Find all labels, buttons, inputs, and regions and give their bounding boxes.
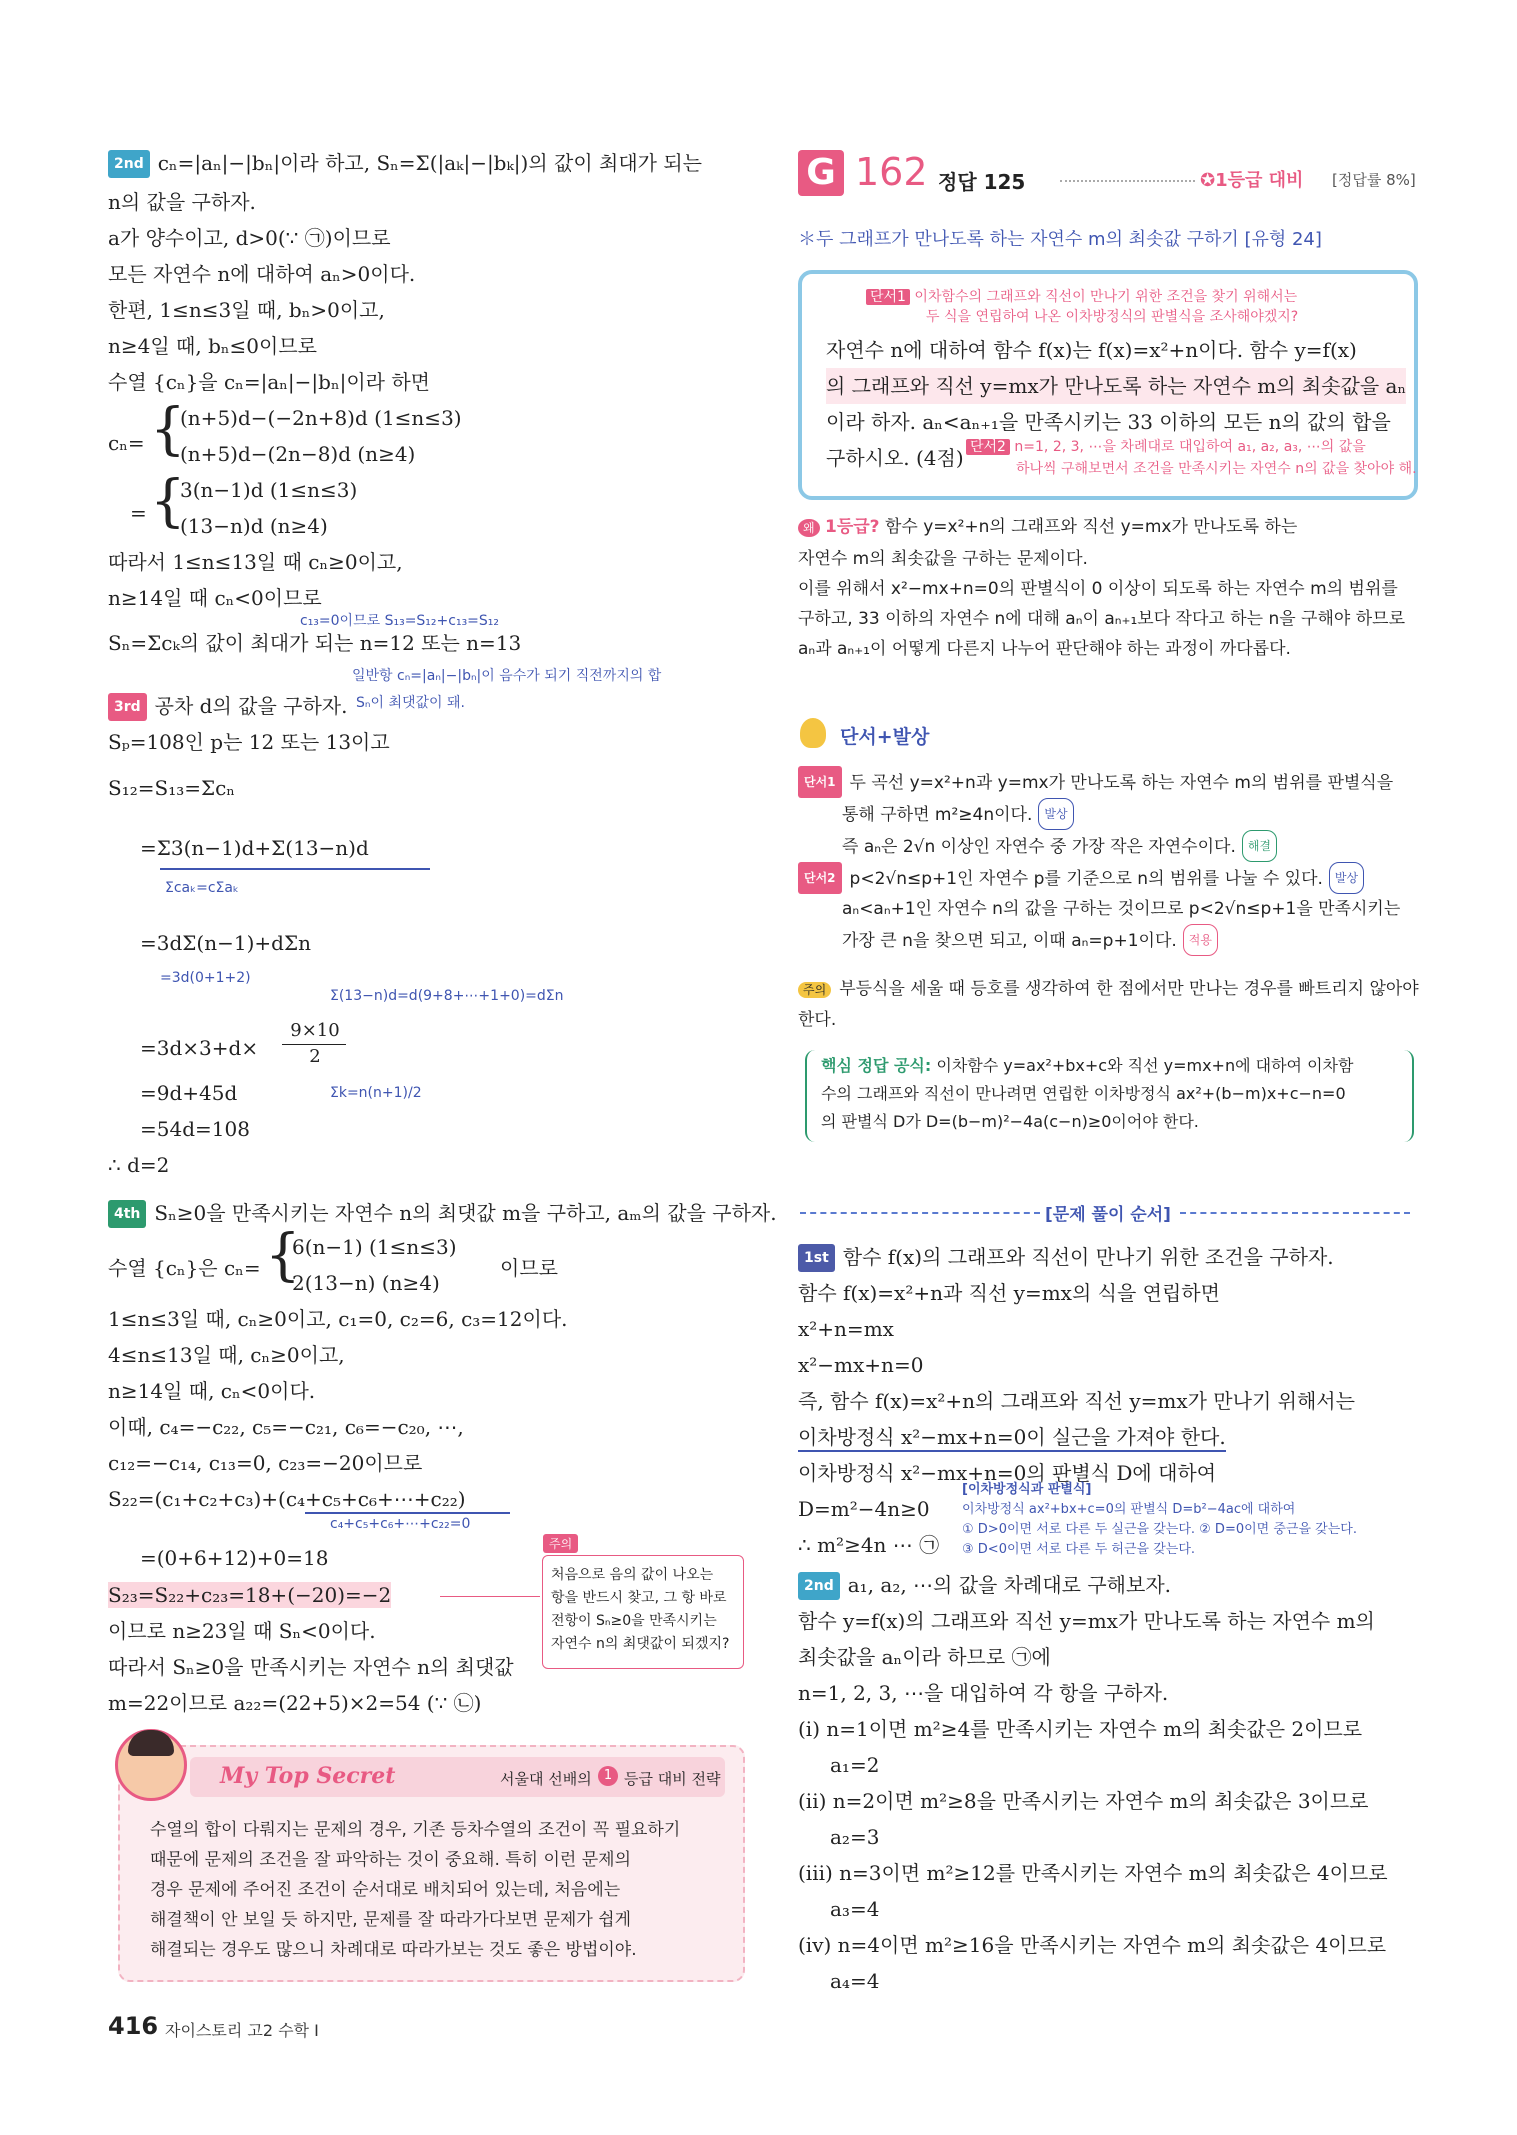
- problem-box: [798, 270, 1418, 500]
- problem-set-badge: G: [798, 150, 844, 196]
- problem-line: 자연수 n에 대하여 함수 f(x)는 f(x)=x²+n이다. 함수 y=f(x): [826, 338, 1357, 362]
- disc-line: ③ D<0이면 서로 다른 두 허근을 갖는다.: [962, 1542, 1196, 1557]
- text-line: (iii) n=3이면 m²≥12를 만족시키는 자연수 m의 최솟값은 4이므로: [798, 1861, 1388, 1885]
- text-line: n의 값을 구하자.: [108, 190, 256, 214]
- dan1-tag: 단서1: [798, 766, 842, 798]
- step-4th-line: [108, 1200, 777, 1228]
- caution-tag: 주의: [543, 1534, 578, 1553]
- underlined-line: 이차방정식 x²−mx+n=0이 실근을 가져야 한다.: [798, 1424, 1226, 1452]
- warn-tag: 주의: [798, 982, 831, 998]
- hint1-note: [866, 286, 1297, 306]
- problem-number: 162: [855, 150, 928, 194]
- hint1-tag: 단서1: [866, 289, 910, 305]
- problem-line: 이라 하자. aₙ<aₙ₊₁을 만족시키는 33 이하의 모든 n의 값의 합을: [826, 410, 1391, 434]
- top-secret-box: [118, 1745, 745, 1982]
- underline: [305, 1512, 510, 1514]
- text-line: 따라서 Sₙ≥0을 만족시키는 자연수 n의 최댓값: [108, 1655, 514, 1679]
- highlight-line: S₂₃=S₂₂+c₂₃=18+(−20)=−2: [108, 1583, 392, 1607]
- caution-line: 전항이 Sₙ≥0을 만족시키는: [551, 1613, 717, 1629]
- why-head: 1등급?: [825, 517, 880, 537]
- piecewise-line: 3(n−1)d (1≤n≤3): [180, 478, 358, 502]
- text-line: (i) n=1이면 m²≥4를 만족시키는 자연수 m의 최솟값은 2이므로: [798, 1717, 1363, 1741]
- text-line: a₁, a₂, ⋯의 값을 차례대로 구해보자.: [847, 1573, 1171, 1597]
- text-line: 1≤n≤3일 때, cₙ≥0이고, c₁=0, c₂=6, c₃=12이다.: [108, 1307, 568, 1331]
- warn-line: [798, 974, 1419, 1005]
- hint1-note-2: 두 식을 연립하여 나온 이차방정식의 판별식을 조사해야겠지?: [926, 309, 1299, 325]
- why-text-block: [798, 544, 1405, 664]
- text-line: 이차방정식 x²−mx+n=0의 판별식 D에 대하여: [798, 1461, 1217, 1485]
- why-line-1: [798, 512, 1297, 537]
- text-line: 이므로: [500, 1256, 558, 1280]
- text-line: c₁₂=−c₁₄, c₁₃=0, c₂₃=−20이므로: [108, 1451, 423, 1475]
- top-secret-title: My Top Secret: [220, 1763, 396, 1789]
- text-line: Sₙ≥0을 만족시키는 자연수 n의 최댓값 m을 구하고, aₘ의 값을 구하자.: [154, 1201, 777, 1225]
- fraction-den: 2: [309, 1046, 321, 1067]
- grade-text: 1등급 대비: [1215, 170, 1304, 191]
- dashed-rule-left: [800, 1212, 1040, 1214]
- idea-pill: 발상: [1329, 862, 1364, 894]
- accuracy-rate: [정답률 8%]: [1332, 171, 1416, 189]
- text-line: x²−mx+n=0: [798, 1353, 924, 1377]
- text-line: x²+n=mx: [798, 1317, 894, 1341]
- text-line: Sₚ=108인 p는 12 또는 13이고: [108, 730, 390, 754]
- book-title: 자이스토리 고2 수학 I: [165, 2021, 319, 2040]
- step-1st-tag: 1st: [798, 1244, 835, 1272]
- key-text: [821, 1052, 1353, 1136]
- grade-label: [1200, 166, 1303, 192]
- text-line: (ii) n=2이면 m²≥8을 만족시키는 자연수 m의 최솟값은 3이므로: [798, 1789, 1369, 1813]
- dan2-tag: 단서2: [798, 862, 842, 894]
- dan-text: 가장 큰 n을 찾으면 되고, 이때 aₙ=p+1이다.: [842, 931, 1177, 951]
- star-icon: ✪: [1200, 170, 1216, 191]
- side-note: Σ(13−n)d=d(9+8+⋯+1+0)=dΣn: [330, 988, 564, 1004]
- secret-line: 수열의 합이 다뤄지는 문제의 경우, 기존 등차수열의 조건이 꼭 필요하기: [150, 1820, 681, 1840]
- formula-line: =3dΣ(n−1)+dΣn: [140, 931, 311, 955]
- side-note: c₄+c₅+c₆+⋯+c₂₂=0: [330, 1516, 471, 1532]
- warn-block: [798, 974, 1419, 1035]
- side-note: c₁₃=0이므로 S₁₃=S₁₂+c₁₃=S₁₂: [300, 613, 500, 629]
- underline: [160, 868, 430, 870]
- formula-line: ∴ d=2: [108, 1153, 170, 1177]
- top-secret-text: [150, 1815, 680, 1965]
- dan-text: 즉 aₙ은 2√n 이상인 자연수 중 가장 작은 자연수이다.: [842, 837, 1236, 857]
- step-2nd-line-right: [798, 1572, 1171, 1600]
- text-line: m=22이므로 a₂₂=(22+5)×2=54 (∵ ㉡): [108, 1691, 482, 1715]
- caution-line: 자연수 n의 최댓값이 되겠지?: [551, 1636, 730, 1652]
- text-line: n=1, 2, 3, ⋯을 대입하여 각 항을 구하자.: [798, 1681, 1169, 1705]
- secret-line: 때문에 문제의 조건을 잘 파악하는 것이 중요해. 특히 이런 문제의: [150, 1850, 632, 1870]
- why-line: 자연수 m의 최솟값을 구하는 문제이다.: [798, 549, 1088, 569]
- dan-text: 통해 구하면 m²≥4n이다.: [842, 805, 1033, 825]
- page-number: 416: [108, 2012, 159, 2040]
- why-tag: 왜: [798, 519, 820, 537]
- formula-line: =54d=108: [140, 1117, 250, 1141]
- key-line: 의 판별식 D가 D=(b−m)²−4a(c−n)≥0이어야 한다.: [821, 1112, 1199, 1131]
- formula-line: =3d×3+d×: [140, 1036, 259, 1060]
- apply-pill: 적용: [1183, 924, 1218, 956]
- order-title: [문제 풀이 순서]: [1045, 1205, 1171, 1225]
- text-line: a₂=3: [830, 1825, 880, 1849]
- text-line: S₂₂=(c₁+c₂+c₃)+(c₄+c₅+c₆+⋯+c₂₂): [108, 1487, 466, 1511]
- text-line: 모든 자연수 n에 대하여 aₙ>0이다.: [108, 262, 416, 286]
- text-line: 함수 f(x)=x²+n과 직선 y=mx의 식을 연립하면: [798, 1281, 1220, 1305]
- side-note: Σk=n(n+1)/2: [330, 1085, 422, 1101]
- text-line: (iv) n=4이면 m²≥16을 만족시키는 자연수 m의 최솟값은 4이므로: [798, 1933, 1387, 1957]
- hint2-note-2: 하나씩 구해보면서 조건을 만족시키는 자연수 n의 값을 찾아야 해.: [1016, 461, 1417, 477]
- hair-shape: [128, 1730, 174, 1756]
- brace: {: [150, 397, 186, 462]
- dashed-rule-right: [1180, 1212, 1410, 1214]
- disc-line: ① D>0이면 서로 다른 두 실근을 갖는다. ② D=0이면 중근을 갖는다.: [962, 1522, 1357, 1537]
- piecewise-line: 6(n−1) (1≤n≤3): [292, 1235, 457, 1259]
- hint-text: n=1, 2, 3, ⋯을 차례대로 대입하여 a₁, a₂, a₃, ⋯의 값을: [1014, 439, 1366, 455]
- problem-topic: [798, 225, 1322, 251]
- text-line: a가 양수이고, d>0(∵ ㉠)이므로: [108, 226, 391, 250]
- disc-line: 이차방정식 ax²+bx+c=0의 판별식 D=b²−4ac에 대하여: [962, 1502, 1296, 1517]
- key-line: 수의 그래프와 직선이 만나려면 연립한 이차방정식 ax²+(b−m)x+c−n=0: [821, 1084, 1346, 1103]
- dan1-line-3: [798, 830, 1400, 862]
- dan2-line-2: aₙ<aₙ+1인 자연수 n의 값을 구하는 것이므로 p<2√n≤p+1을 만족시키는: [842, 899, 1401, 919]
- idea-pill: 발상: [1038, 798, 1073, 830]
- why-line: 구하고, 33 이하의 자연수 n에 대해 aₙ이 aₙ₊₁보다 작다고 하는 n을 구해야 하므로: [798, 609, 1405, 629]
- text-line: a₃=4: [830, 1897, 880, 1921]
- formula-line: S₁₂=S₁₃=Σcₙ: [108, 776, 235, 800]
- dan-block: [798, 766, 1400, 956]
- side-note: Σcaₖ=cΣaₖ: [165, 880, 239, 896]
- caution-line: 처음으로 음의 값이 나오는: [551, 1567, 714, 1583]
- text-line: 이때, c₄=−c₂₂, c₅=−c₂₁, c₆=−c₂₀, ⋯,: [108, 1415, 464, 1439]
- why-text: 함수 y=x²+n의 그래프와 직선 y=mx가 만나도록 하는: [884, 517, 1298, 537]
- secret-line: 경우 문제에 주어진 조건이 순서대로 배치되어 있는데, 처음에는: [150, 1880, 621, 1900]
- formula-line: =9d+45d: [140, 1081, 238, 1105]
- step-3rd-tag: 3rd: [108, 693, 147, 721]
- warn-line-2: 한다.: [798, 1010, 837, 1030]
- text-line: 4≤n≤13일 때, cₙ≥0이고,: [108, 1343, 345, 1367]
- lightbulb-icon: [800, 718, 826, 748]
- formula-line: =Σ3(n−1)d+Σ(13−n)d: [140, 836, 369, 860]
- why-line: 이를 위해서 x²−mx+n=0의 판별식이 0 이상이 되도록 하는 자연수 m의 범위를: [798, 579, 1398, 599]
- step-1st-line: [798, 1244, 1334, 1272]
- side-note: 일반항 cₙ=|aₙ|−|bₙ|이 음수가 되기 직전까지의 합: [352, 668, 662, 684]
- text-line: 최솟값을 aₙ이라 하므로 ㉠에: [798, 1645, 1051, 1669]
- text-line: n≥4일 때, bₙ≤0이므로: [108, 334, 317, 358]
- topic-text: 두 그래프가 만나도록 하는 자연수 m의 최솟값 구하기 [유형 24]: [816, 229, 1322, 250]
- problem-line: 의 그래프와 직선 y=mx가 만나도록 하는 자연수 m의 최솟값을 aₙ: [826, 368, 1406, 404]
- text-line: n≥14일 때 cₙ<0이므로: [108, 586, 322, 610]
- secret-line: 해결책이 안 보일 듯 하지만, 문제를 잘 따라가다보면 문제가 쉽게: [150, 1910, 632, 1930]
- step-2nd-line: [108, 150, 702, 178]
- dan1-line: [798, 766, 1400, 798]
- top-secret-header: [190, 1757, 725, 1797]
- brace: {: [150, 469, 186, 534]
- solve-pill: 해결: [1242, 830, 1277, 862]
- text-line: a₄=4: [830, 1969, 880, 1993]
- step-2nd-tag: 2nd: [108, 150, 150, 178]
- brace: {: [265, 1223, 301, 1288]
- key-formula-box: [805, 1050, 1414, 1142]
- step-3rd-line: [108, 693, 347, 721]
- fraction-bar: [282, 1044, 346, 1045]
- dotted-leader: [1060, 180, 1195, 182]
- step-2nd-tag: 2nd: [798, 1572, 840, 1600]
- piecewise-line: (13−n)d (n≥4): [180, 514, 328, 538]
- text-line: D=m²−4n≥0: [798, 1497, 930, 1521]
- equals: =: [130, 501, 147, 525]
- dan-title: 단서+발상: [840, 726, 930, 748]
- text-line: 즉, 함수 f(x)=x²+n의 그래프와 직선 y=mx가 만나기 위해서는: [798, 1389, 1355, 1413]
- problem-line: 구하시오. (4점): [826, 446, 964, 470]
- step-4th-tag: 4th: [108, 1200, 146, 1228]
- top-secret-sub: 서울대 선배의: [500, 1770, 592, 1788]
- dan2-line-3: [798, 924, 1400, 956]
- text-line: n≥14일 때, cₙ<0이다.: [108, 1379, 316, 1403]
- side-note: Sₙ이 최댓값이 돼.: [356, 695, 465, 711]
- text-line: a₁=2: [830, 1753, 880, 1777]
- formula-line: =(0+6+12)+0=18: [140, 1546, 329, 1570]
- asterisk-icon: ＊: [798, 229, 816, 250]
- text-line: 수열 {cₙ}을 cₙ=|aₙ|−|bₙ|이라 하면: [108, 370, 430, 394]
- text-line: 따라서 1≤n≤13일 때 cₙ≥0이고,: [108, 550, 403, 574]
- dan2-line: [798, 862, 1400, 894]
- text-line: Sₙ=Σcₖ의 값이 최대가 되는 n=12 또는 n=13: [108, 631, 522, 655]
- hint2-tag: 단서2: [966, 439, 1010, 455]
- key-text-1: 이차함수 y=ax²+bx+c와 직선 y=mx+n에 대하여 이차함: [936, 1056, 1354, 1075]
- warn-text: 부등식을 세울 때 등호를 생각하여 한 점에서만 만나는 경우를 빠트리지 않아야: [839, 979, 1419, 999]
- why-line: aₙ과 aₙ₊₁이 어떻게 다른지 나누어 판단해야 하는 과정이 까다롭다.: [798, 639, 1291, 659]
- top-secret-sub2: 등급 대비 전략: [624, 1770, 721, 1788]
- dan1-line-2: [798, 798, 1400, 830]
- text-line: 함수 f(x)의 그래프와 직선이 만나기 위한 조건을 구하자.: [842, 1245, 1334, 1269]
- caution-line: 항을 반드시 찾고, 그 항 바로: [551, 1590, 727, 1606]
- piecewise-line: (n+5)d−(−2n+8)d (1≤n≤3): [180, 406, 462, 430]
- dan-text: p<2√n≤p+1인 자연수 p를 기준으로 n의 범위를 나눌 수 있다.: [849, 869, 1323, 889]
- side-note: =3d(0+1+2): [160, 970, 251, 986]
- key-line: [821, 1052, 1353, 1080]
- text-line: 한편, 1≤n≤3일 때, bₙ>0이고,: [108, 298, 385, 322]
- cn-label: cₙ=: [108, 431, 145, 455]
- answer-label: 정답 125: [938, 170, 1026, 194]
- hint2-note: [966, 436, 1366, 456]
- grade-circle: 1: [598, 1766, 618, 1786]
- text-line: 수열 {cₙ}은 cₙ=: [108, 1256, 261, 1280]
- piecewise-line: (n+5)d−(2n−8)d (n≥4): [180, 442, 416, 466]
- text-line: 함수 y=f(x)의 그래프와 직선 y=mx가 만나도록 하는 자연수 m의: [798, 1609, 1375, 1633]
- disc-head: [이차방정식과 판별식]: [962, 1482, 1092, 1497]
- text-line: 공차 d의 값을 구하자.: [154, 694, 348, 718]
- secret-line: 해결되는 경우도 많으니 차례대로 따라가보는 것도 좋은 방법이야.: [150, 1940, 637, 1960]
- dan-text: 두 곡선 y=x²+n과 y=mx가 만나도록 하는 자연수 m의 범위를 판별식을: [849, 773, 1394, 793]
- hint-text: 이차함수의 그래프와 직선이 만나기 위한 조건을 찾기 위해서는: [914, 289, 1298, 305]
- caution-box: [542, 1537, 744, 1669]
- text-line: cₙ=|aₙ|−|bₙ|이라 하고, Sₙ=Σ(|aₖ|−|bₖ|)의 값이 최대가 되는: [157, 151, 702, 175]
- text-line: ∴ m²≥4n ⋯ ㉠: [798, 1533, 940, 1557]
- caution-text: [551, 1564, 729, 1656]
- piecewise-line: 2(13−n) (n≥4): [292, 1271, 440, 1295]
- arrow-line: [440, 1596, 540, 1597]
- key-head: 핵심 정답 공식:: [821, 1056, 932, 1075]
- text-line: 이므로 n≥23일 때 Sₙ<0이다.: [108, 1619, 376, 1643]
- fraction-num: 9×10: [290, 1020, 340, 1041]
- avatar: [115, 1729, 187, 1801]
